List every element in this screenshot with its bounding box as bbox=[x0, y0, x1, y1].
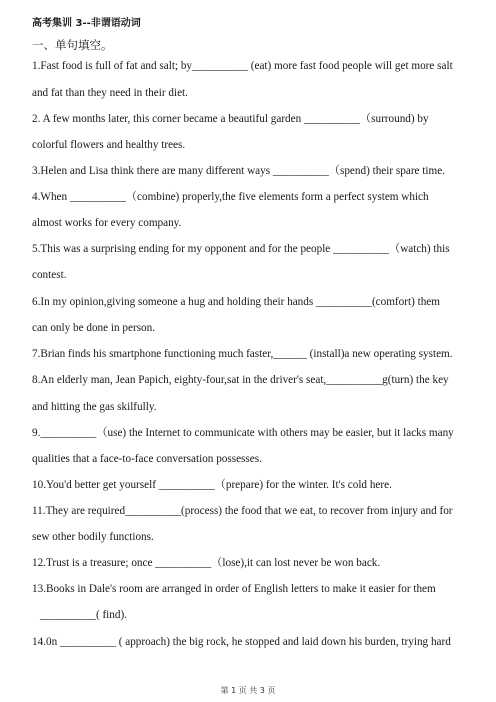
question-3-line-1: 3.Helen and Lisa think there are many different ways __________（spend) their spare time. bbox=[32, 165, 445, 177]
question-5-line-1: 5.This was a surprising ending for my opponent and for the people __________（watch) this bbox=[32, 243, 450, 255]
question-11-line-2: sew other bodily functions. bbox=[32, 531, 154, 543]
question-5-line-2: contest. bbox=[32, 269, 67, 281]
question-13-line-2: __________( find). bbox=[40, 609, 128, 621]
question-2-line-2: colorful flowers and healthy trees. bbox=[32, 139, 186, 151]
question-10-line-1: 10.You'd better get yourself __________（prepare) for the winter. It's cold here. bbox=[32, 479, 392, 491]
question-9-line-2: qualities that a face-to-face conversation possesses. bbox=[32, 453, 262, 465]
question-1-line-2: and fat than they need in their diet. bbox=[32, 87, 188, 99]
question-11-line-1: 11.They are required__________(process) the food that we eat, to recover from injury and for bbox=[32, 505, 453, 517]
question-1-line-1: 1.Fast food is full of fat and salt; by__________ (eat) more fast food people will get more salt bbox=[32, 60, 453, 72]
question-4-line-2: almost works for every company. bbox=[32, 217, 182, 229]
question-7-line-1: 7.Brian finds his smartphone functioning much faster,______ (install)a new operating system. bbox=[32, 348, 453, 360]
question-6-line-1: 6.In my opinion,giving someone a hug and holding their hands __________(comfort) them bbox=[32, 296, 440, 308]
question-8-line-2: and hitting the gas skilfully. bbox=[32, 401, 157, 413]
question-13-line-1: 13.Books in Dale's room are arranged in order of English letters to make it easier for them bbox=[32, 583, 436, 595]
worksheet-title: 高考集训 3--非谓语动词 bbox=[32, 18, 141, 29]
question-2-line-1: 2. A few months later, this corner became a beautiful garden __________（surround) by bbox=[32, 113, 429, 125]
question-6-line-2: can only be done in person. bbox=[32, 322, 156, 334]
section-heading: 一、单句填空。 bbox=[32, 38, 113, 52]
page-footer: 第 1 页 共 3 页 bbox=[220, 686, 276, 695]
question-14-line-1: 14.0n __________ ( approach) the big rock, he stopped and laid down his burden, trying hard bbox=[32, 636, 451, 648]
question-4-line-1: 4.When __________（combine) properly,the five elements form a perfect system which bbox=[32, 191, 429, 203]
question-12-line-1: 12.Trust is a treasure; once __________（lose),it can lost never be won back. bbox=[32, 557, 381, 569]
question-8-line-1: 8.An elderly man, Jean Papich, eighty-four,sat in the driver's seat,__________g(turn) the key bbox=[32, 374, 449, 386]
question-9-line-1: 9.__________（use) the Internet to communicate with others may be easier, but it lacks many bbox=[32, 427, 454, 439]
